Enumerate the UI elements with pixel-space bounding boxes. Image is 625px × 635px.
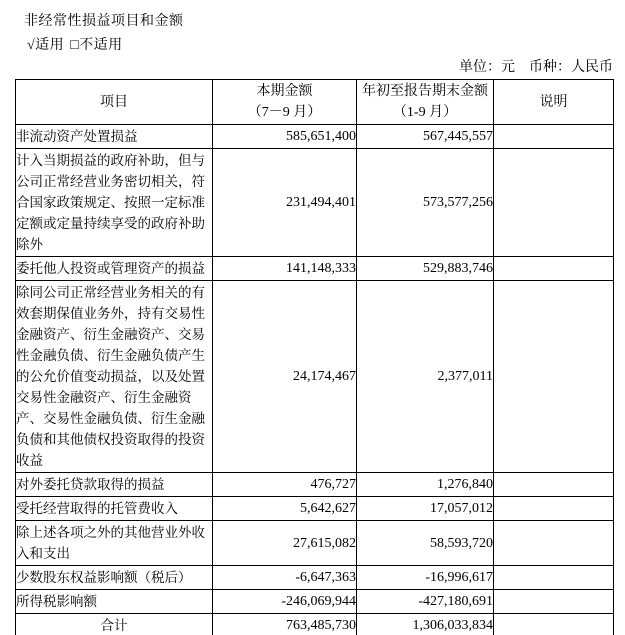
unit-currency-label: 单位：元 币种：人民币	[459, 60, 613, 75]
col-header-item	[16, 80, 213, 125]
note-cell	[494, 566, 614, 590]
table-row	[16, 497, 614, 521]
section-title: 非经常性损益项目和金额	[24, 14, 184, 29]
ytd-amount-cell: 1,276,840	[357, 473, 494, 497]
not-applicable-option: □不适用	[70, 38, 123, 53]
applicable-checked-option: √适用	[27, 38, 65, 53]
item-cell: 除上述各项之外的其他营业外收入和支出	[16, 521, 213, 566]
non-recurring-items-table	[15, 79, 614, 635]
item-cell: 非流动资产处置损益	[16, 125, 213, 149]
item-cell: 少数股东权益影响额（税后）	[16, 566, 213, 590]
table-row	[16, 473, 614, 497]
applicability-line	[27, 37, 625, 55]
note-cell	[494, 125, 614, 149]
col-header-note	[494, 80, 614, 125]
current-period-amount-cell: 763,485,730	[213, 614, 357, 635]
header-row	[16, 80, 614, 125]
ytd-amount-cell: 529,883,746	[357, 257, 494, 281]
note-cell	[494, 473, 614, 497]
table-row	[16, 521, 614, 566]
item-cell: 所得税影响额	[16, 590, 213, 614]
ytd-amount-cell: 2,377,011	[357, 281, 494, 473]
current-period-amount-cell: 476,727	[213, 473, 357, 497]
table-body	[16, 125, 614, 635]
col-header-ytd-line1: 年初至报告期末金额	[362, 84, 488, 99]
table-header	[16, 80, 614, 125]
ytd-amount-cell: -427,180,691	[357, 590, 494, 614]
table-row	[16, 149, 614, 257]
note-cell	[494, 590, 614, 614]
current-period-amount-cell: 5,642,627	[213, 497, 357, 521]
table-row	[16, 566, 614, 590]
item-cell: 计入当期损益的政府补助，但与公司正常经营业务密切相关，符合国家政策规定、按照一定标准定额或定量持续享受的政府补助除外	[16, 149, 213, 257]
table-row	[16, 281, 614, 473]
table-row	[16, 590, 614, 614]
note-cell	[494, 257, 614, 281]
col-header-ytd-line2: （1-9 月）	[392, 105, 458, 120]
item-cell: 受托经营取得的托管费收入	[16, 497, 213, 521]
col-header-current-period	[213, 80, 357, 125]
ytd-amount-cell: 567,445,557	[357, 125, 494, 149]
current-period-amount-cell: 141,148,333	[213, 257, 357, 281]
current-period-amount-cell: 27,615,082	[213, 521, 357, 566]
ytd-amount-cell: 1,306,033,834	[357, 614, 494, 635]
col-header-current-line2: （7－9 月）	[247, 105, 322, 120]
note-cell	[494, 521, 614, 566]
ytd-amount-cell: 573,577,256	[357, 149, 494, 257]
col-header-note-label: 说明	[539, 94, 568, 110]
ytd-amount-cell: -16,996,617	[357, 566, 494, 590]
item-cell: 委托他人投资或管理资产的损益	[16, 257, 213, 281]
item-cell: 合计	[16, 614, 213, 635]
ytd-amount-cell: 58,593,720	[357, 521, 494, 566]
note-cell	[494, 281, 614, 473]
item-cell: 除同公司正常经营业务相关的有效套期保值业务外，持有交易性金融资产、衍生金融资产、交易性金融负债、衍生金融负债产生的公允价值变动损益，以及处置交易性金融资产、衍生金融资产、交易性金融负债、衍生金融负债和其他债权投资取得的投资收益	[16, 281, 213, 473]
table-row	[16, 257, 614, 281]
note-cell	[494, 497, 614, 521]
col-header-ytd	[357, 80, 494, 125]
table-row	[16, 125, 614, 149]
note-cell	[494, 149, 614, 257]
current-period-amount-cell: 585,651,400	[213, 125, 357, 149]
col-header-current-line1: 本期金额	[256, 84, 313, 99]
col-header-item-label: 项目	[100, 94, 128, 110]
current-period-amount-cell: 231,494,401	[213, 149, 357, 257]
item-cell: 对外委托贷款取得的损益	[16, 473, 213, 497]
ytd-amount-cell: 17,057,012	[357, 497, 494, 521]
note-cell	[494, 614, 614, 635]
current-period-amount-cell: -6,647,363	[213, 566, 357, 590]
total-row	[16, 614, 614, 635]
current-period-amount-cell: 24,174,467	[213, 281, 357, 473]
current-period-amount-cell: -246,069,944	[213, 590, 357, 614]
